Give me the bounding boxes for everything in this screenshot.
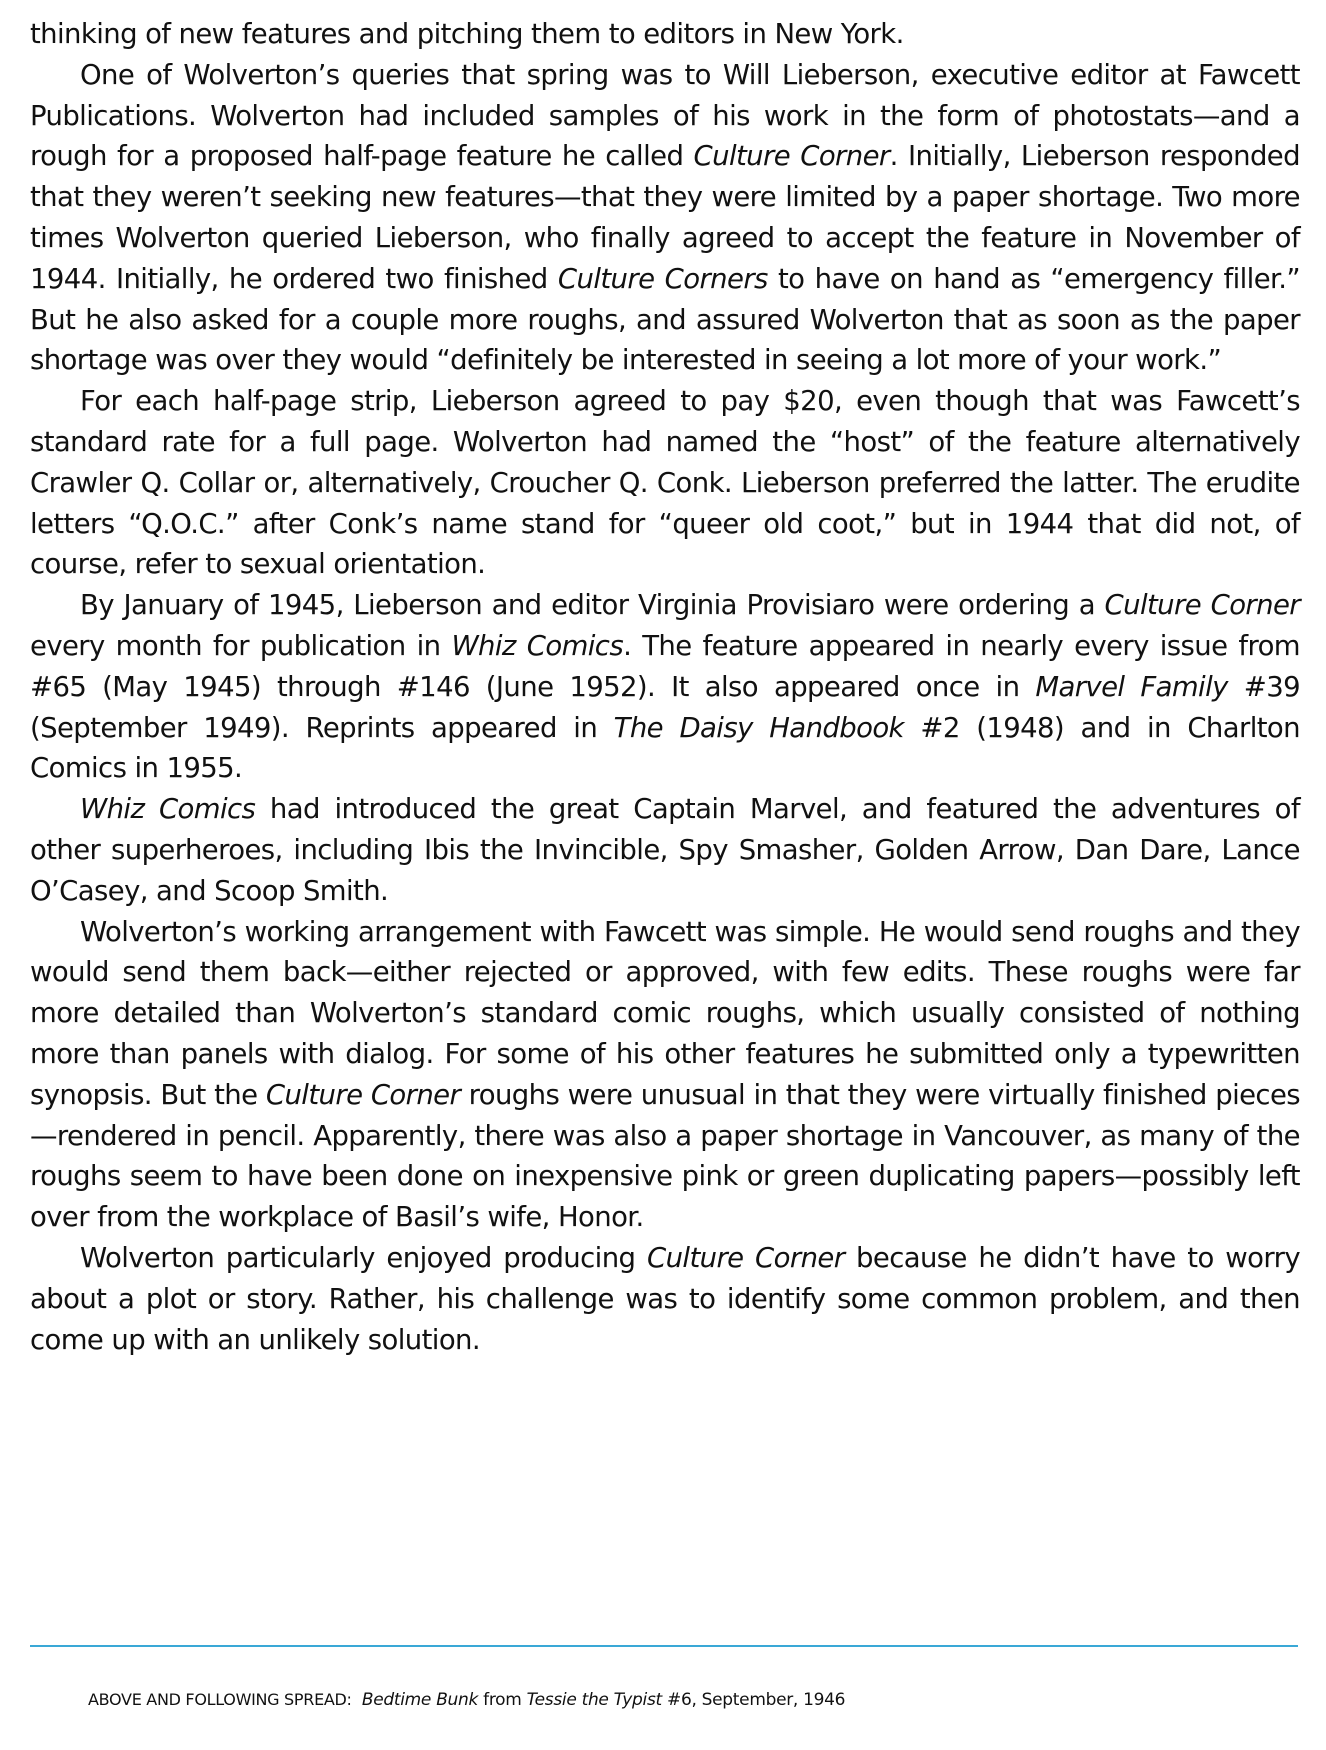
text-run: had introduced the great Captain Marvel, and featured the adventures of other superheroes, including Ibis the Invincible, Spy Smasher, Golden Arrow, Dan Dare, Lance O’Casey, and Scoop Smith. xyxy=(30,793,1300,907)
text-run: because he didn’t have to worry about a plot or story. Rather, his challenge was to identify some common problem, and then come up with an unlikely solution. xyxy=(30,1241,1300,1356)
italic-title: Culture Corner xyxy=(1104,589,1300,622)
italic-title: The Daisy Handbook xyxy=(613,711,904,744)
divider-rule xyxy=(30,1645,1298,1647)
paragraph xyxy=(30,585,1300,789)
text-run: For each half-page strip, Lieberson agreed to pay $20, even though that was Fawcett’s standard rate for a full page. Wolverton had named the “host” of the feature alternatively Crawler Q. Collar or, alternatively, Croucher Q. Conk. Lieberson preferred the latter. The erudite letters “Q.O.C.” after Conk’s name stand for “queer old coot,” but in 1944 that did not, of course, refer to sexual orientation. xyxy=(30,385,1300,581)
text-run: . Initially, Lieberson responded that they weren’t seeking new features—that they were limited by a paper shortage. Two more times Wolverton queried Lieberson, who finally agreed to accept the feature in November of 1944. Initially, he ordered two finished xyxy=(30,140,1300,295)
paragraph xyxy=(30,912,1300,1238)
text-run: to have on hand as “emergency filler.” But he also asked for a couple more roughs, and assured Wolverton that as soon as the paper shortage was over they would “definitely be interested in seeing a lot more of your work.” xyxy=(30,262,1301,377)
caption-from: from xyxy=(478,1690,527,1710)
italic-title: Culture Corner xyxy=(646,1241,845,1274)
caption-title: Bedtime Bunk xyxy=(361,1690,479,1710)
italic-title: Culture Corner xyxy=(693,140,890,173)
text-run: . The feature appeared in nearly every issue from #65 (May 1945) through #146 (June 1952). It also appeared once in xyxy=(30,629,1300,703)
text-run: By January of 1945, Lieberson and editor Virginia Provisiaro were ordering a xyxy=(80,589,1105,622)
text-run: roughs were unusual in that they were virtually finished pieces—rendered in pencil. Apparently, there was also a paper shortage in Vancouver, as many of the roughs seem to have been done on inexpensive pink or green duplicating papers—possibly left over from the workplace of Basil’s wife, Honor. xyxy=(30,1078,1301,1234)
caption-source: Tessie the Typist xyxy=(526,1690,662,1710)
text-run: every month for publication in xyxy=(30,629,452,662)
paragraph xyxy=(30,789,1300,911)
paragraph xyxy=(30,55,1300,381)
caption-rest: #6, September, 1946 xyxy=(661,1690,846,1710)
italic-title: Marvel Family xyxy=(1035,670,1228,703)
text-run: #2 (1948) and in Charlton Comics in 1955. xyxy=(30,711,1300,785)
paragraph xyxy=(30,381,1300,585)
body-text xyxy=(30,14,1300,1360)
italic-title: Whiz Comics xyxy=(80,793,256,826)
text-run: Wolverton’s working arrangement with Fawcett was simple. He would send roughs and they would send them back—either rejected or approved, with few edits. These roughs were far more detailed than Wolverton’s standard comic roughs, which usually consisted of nothing more than panels with dialog. For some of his other features he submitted only a typewritten synopsis. But the xyxy=(30,915,1300,1111)
text-run: #39 (September 1949). Reprints appeared in xyxy=(30,670,1300,744)
figure-caption xyxy=(88,1690,845,1710)
paragraph xyxy=(30,1238,1300,1360)
paragraph xyxy=(30,14,1300,55)
text-run: thinking of new features and pitching them to editors in New York. xyxy=(30,18,904,50)
text-run: Wolverton particularly enjoyed producing xyxy=(80,1241,647,1274)
italic-title: Culture Corners xyxy=(557,262,768,295)
caption-lead: ABOVE AND FOLLOWING SPREAD: xyxy=(88,1690,352,1709)
italic-title: Culture Corner xyxy=(265,1078,461,1111)
italic-title: Whiz Comics xyxy=(451,629,624,662)
text-run: One of Wolverton’s queries that spring was to Will Lieberson, executive editor at Fawcett Publications. Wolverton had included samples of his work in the form of photostats—and a rough for a proposed half-page feature he called xyxy=(30,58,1300,173)
